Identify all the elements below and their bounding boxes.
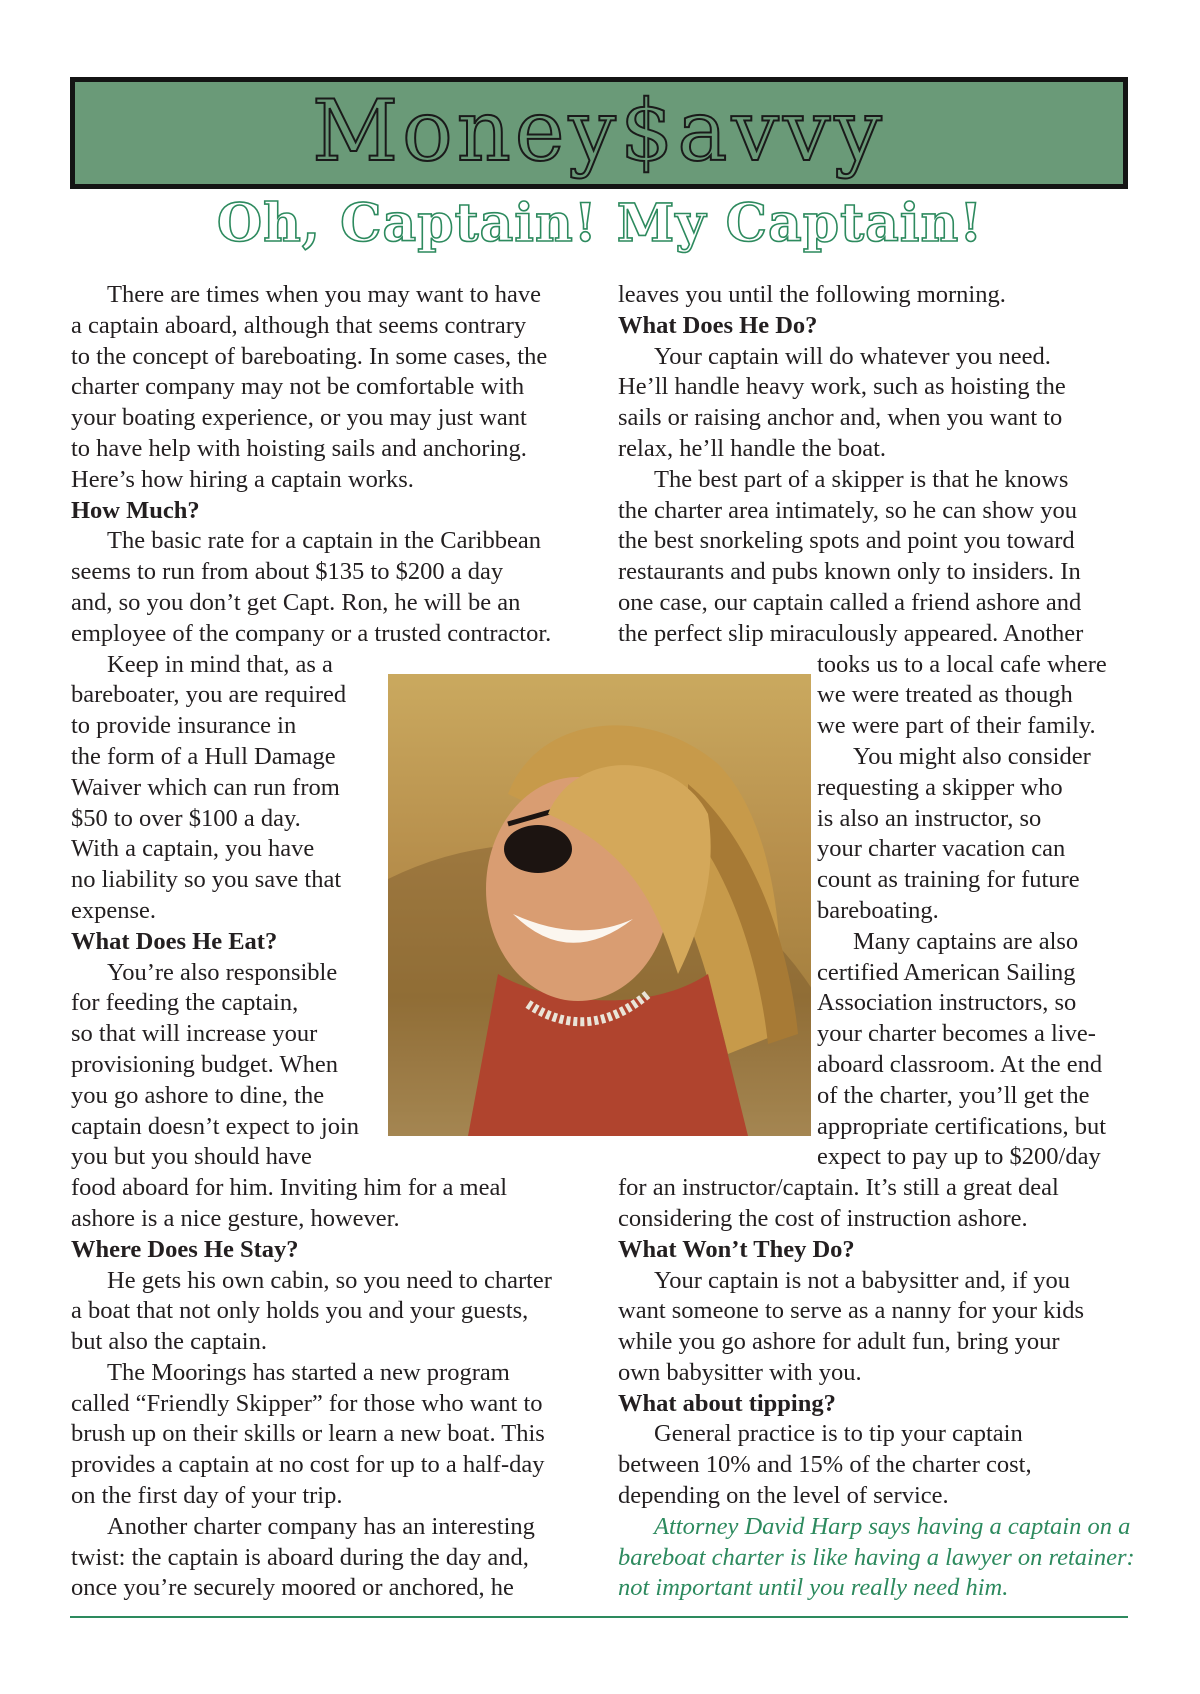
text-line: provisioning budget. When [71,1050,338,1078]
text-line: your charter vacation can [817,835,1066,863]
section-heading: What Does He Eat? [71,927,278,955]
section-heading: How Much? [71,496,200,524]
text-line: while you go ashore for adult fun, bring your [618,1328,1060,1356]
text-line: Association instructors, so [817,989,1077,1017]
text-line: count as training for future [817,866,1080,894]
text-line: you but you should have [71,1143,312,1171]
text-line: expect to pay up to $200/day [817,1143,1101,1171]
text-line: we were part of their family. [817,712,1096,740]
text-line: considering the cost of instruction ashore. [618,1204,1028,1232]
text-line: to provide insurance in [71,712,297,740]
text-line: twist: the captain is aboard during the day and, [71,1543,529,1571]
text-line: Many captains are also [853,927,1079,955]
article-headline: Oh, Captain! My Captain! [216,193,984,254]
text-line: Attorney David Harp says having a captain on a [654,1512,1131,1540]
text-line: The Moorings has started a new program [107,1358,510,1386]
section-heading: What Won’t They Do? [618,1235,855,1263]
text-line: brush up on their skills or learn a new boat. This [71,1420,545,1448]
masthead-title: Money$avvy [312,82,886,180]
text-line: the charter area intimately, so he can show you [618,496,1077,524]
text-line: charter company may not be comfortable with [71,373,525,401]
text-line: we were treated as though [817,681,1073,709]
text-line: provides a captain at no cost for up to a half-day [71,1451,545,1479]
text-line: bareboater, you are required [71,681,347,709]
text-line: General practice is to tip your captain [654,1420,1023,1448]
text-line: depending on the level of service. [618,1482,949,1510]
text-line: tooks us to a local cafe where [817,650,1107,678]
section-heading: What Does He Do? [618,311,818,339]
text-line: He’ll handle heavy work, such as hoisting the [618,373,1066,401]
text-line: With a captain, you have [71,835,315,863]
text-line: seems to run from about $135 to $200 a day [71,558,504,586]
text-line: the best snorkeling spots and point you toward [618,527,1075,555]
text-line: Waiver which can run from [71,773,340,801]
bottom-rule [70,1616,1128,1618]
text-line: between 10% and 15% of the charter cost, [618,1451,1032,1479]
text-line: You might also consider [853,742,1091,770]
text-line: so that will increase your [71,1020,318,1048]
text-line: appropriate certifications, but [817,1112,1107,1140]
text-line: to the concept of bareboating. In some cases, the [71,342,548,370]
captain-photo-illustration [388,674,811,1136]
text-line: not important until you really need him. [618,1574,1009,1602]
text-line: The basic rate for a captain in the Caribbean [107,527,541,555]
text-line: There are times when you may want to have [107,281,542,308]
text-line: bareboat charter is like having a lawyer on retainer: [618,1543,1135,1571]
text-line: want someone to serve as a nanny for your kids [618,1297,1085,1325]
section-heading: What about tipping? [618,1389,836,1417]
text-line: your boating experience, or you may just want [71,404,527,432]
masthead-banner [70,77,1128,189]
text-line: a captain aboard, although that seems contrary [71,311,527,339]
text-line: on the first day of your trip. [71,1482,343,1510]
text-line: expense. [71,896,157,924]
text-line: sails or raising anchor and, when you want to [618,404,1063,432]
text-line: Another charter company has an interesting [107,1512,535,1540]
text-line: You’re also responsible [107,958,338,986]
text-line: relax, he’ll handle the boat. [618,434,887,462]
text-line: The best part of a skipper is that he knows [654,465,1069,493]
text-line: own babysitter with you. [618,1358,862,1386]
text-line: captain doesn’t expect to join [71,1112,360,1140]
text-line: food aboard for him. Inviting him for a meal [71,1174,508,1202]
text-line: is also an instructor, so [817,804,1042,832]
text-line: you go ashore to dine, the [71,1081,325,1109]
text-line: the form of a Hull Damage [71,742,336,770]
text-line: a boat that not only holds you and your guests, [71,1297,529,1325]
text-line: Keep in mind that, as a [107,650,333,678]
text-line: Your captain will do whatever you need. [654,342,1051,370]
text-line: Your captain is not a babysitter and, if you [654,1266,1070,1294]
text-line: once you’re securely moored or anchored, he [71,1574,514,1602]
text-line: bareboating. [817,896,939,924]
text-line: aboard classroom. At the end [817,1050,1103,1078]
text-line: but also the captain. [71,1328,267,1356]
text-line: certified American Sailing [817,958,1076,986]
text-line: your charter becomes a live- [817,1020,1096,1048]
text-line: for an instructor/captain. It’s still a great deal [618,1174,1059,1202]
text-line: the perfect slip miraculously appeared. Another [618,619,1084,647]
text-line: restaurants and pubs known only to insiders. In [618,558,1081,586]
text-line: no liability so you save that [71,866,342,894]
text-line: $50 to over $100 a day. [71,804,301,832]
text-line: and, so you don’t get Capt. Ron, he will be an [71,588,521,616]
text-line: leaves you until the following morning. [618,281,1006,308]
text-line: Here’s how hiring a captain works. [71,465,414,493]
text-line: to have help with hoisting sails and anchoring. [71,434,527,462]
captain-photo [388,674,811,1136]
text-line: one case, our captain called a friend ashore and [618,588,1082,616]
text-line: for feeding the captain, [71,989,299,1017]
text-line: of the charter, you’ll get the [817,1081,1090,1109]
section-heading: Where Does He Stay? [71,1235,299,1263]
text-line: He gets his own cabin, so you need to charter [107,1266,552,1294]
text-line: called “Friendly Skipper” for those who want to [71,1389,543,1417]
text-line: employee of the company or a trusted contractor. [71,619,552,647]
text-line: requesting a skipper who [817,773,1063,801]
text-line: ashore is a nice gesture, however. [71,1204,400,1232]
